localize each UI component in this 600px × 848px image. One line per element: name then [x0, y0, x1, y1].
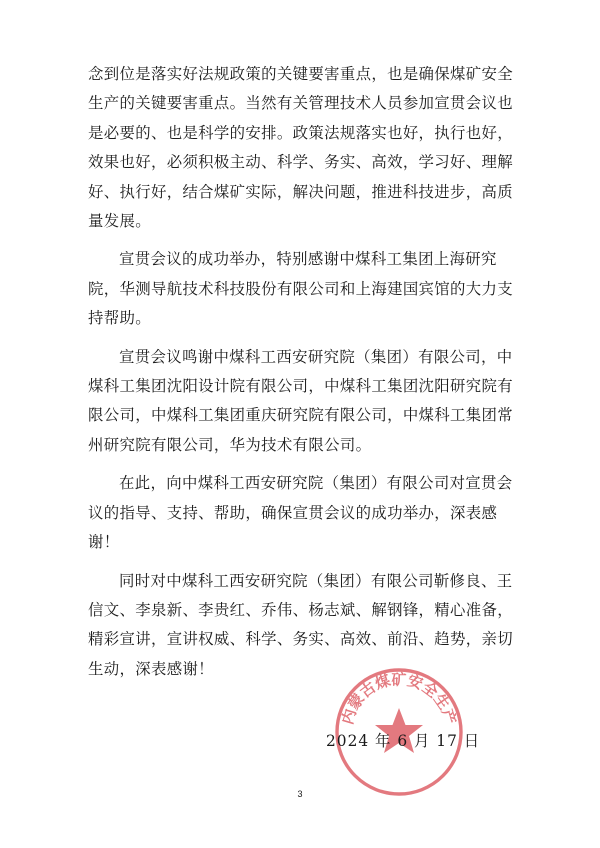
text-line: 也好，效果也好，必须积极主动、科学、务实、高效，学习	[88, 123, 514, 172]
text-line: 宣贯会议的成功举办，特别感谢中煤科工集团上海研究	[119, 250, 497, 269]
text-line: 宣贯会议鸣谢中煤科工西安研究院（集团）有限公司，	[119, 347, 497, 366]
page-number: 3	[297, 789, 303, 799]
text-line: 王信文、李泉新、李贵红、乔伟、杨志斌、解钢锋，精心准	[88, 571, 513, 619]
text-line: 在此，向中煤科工西安研究院（集团）有限公司对宣贯	[119, 474, 497, 493]
text-line: 支持帮助。	[88, 279, 514, 328]
text-line: 院，华测导航技术科技股份有限公司和上海建国宾馆的大力	[88, 279, 498, 298]
seal-arc-text: 内蒙古煤矿安全生产	[338, 670, 460, 727]
text-line: 集团常州研究院有限公司，华为技术有限公司。	[88, 406, 514, 454]
text-line: 感谢！	[88, 503, 498, 552]
text-line: 会议的指导、支持、帮助，确保宣贯会议的成功举办，深表	[88, 474, 513, 522]
text-line: 中煤科工集团沈阳设计院有限公司，中煤科工集团沈阳研究	[88, 347, 513, 396]
text-line: 全生产的关键要害重点。当然有关管理技术人员参加宣贯会	[88, 65, 514, 113]
document-body	[88, 60, 518, 693]
text-line: 议也是必要的、也是科学的安排。政策法规落实也好，执行	[88, 94, 514, 142]
paragraph	[88, 469, 518, 557]
paragraph	[88, 245, 518, 333]
text-line: 好、理解好、执行好，结合煤矿实际，解决问题，推进科技	[88, 153, 514, 201]
paragraph	[88, 343, 518, 461]
text-line: 院有限公司，中煤科工集团重庆研究院有限公司，中煤科工	[88, 377, 514, 425]
paragraph	[88, 60, 518, 236]
text-line: 亲切生动，深表感谢！	[88, 630, 514, 678]
text-line: 念到位是落实好法规政策的关键要害重点，也是确保煤矿安	[88, 65, 498, 83]
text-line: 备，精彩宣讲，宣讲权威、科学、务实、高效、前沿、趋势，	[88, 600, 514, 649]
text-line: 同时对中煤科工西安研究院（集团）有限公司靳修良、	[119, 571, 497, 590]
text-line: 进步，高质量发展。	[88, 182, 514, 231]
signature-date: 2024 年 6 月 17 日	[326, 732, 481, 750]
